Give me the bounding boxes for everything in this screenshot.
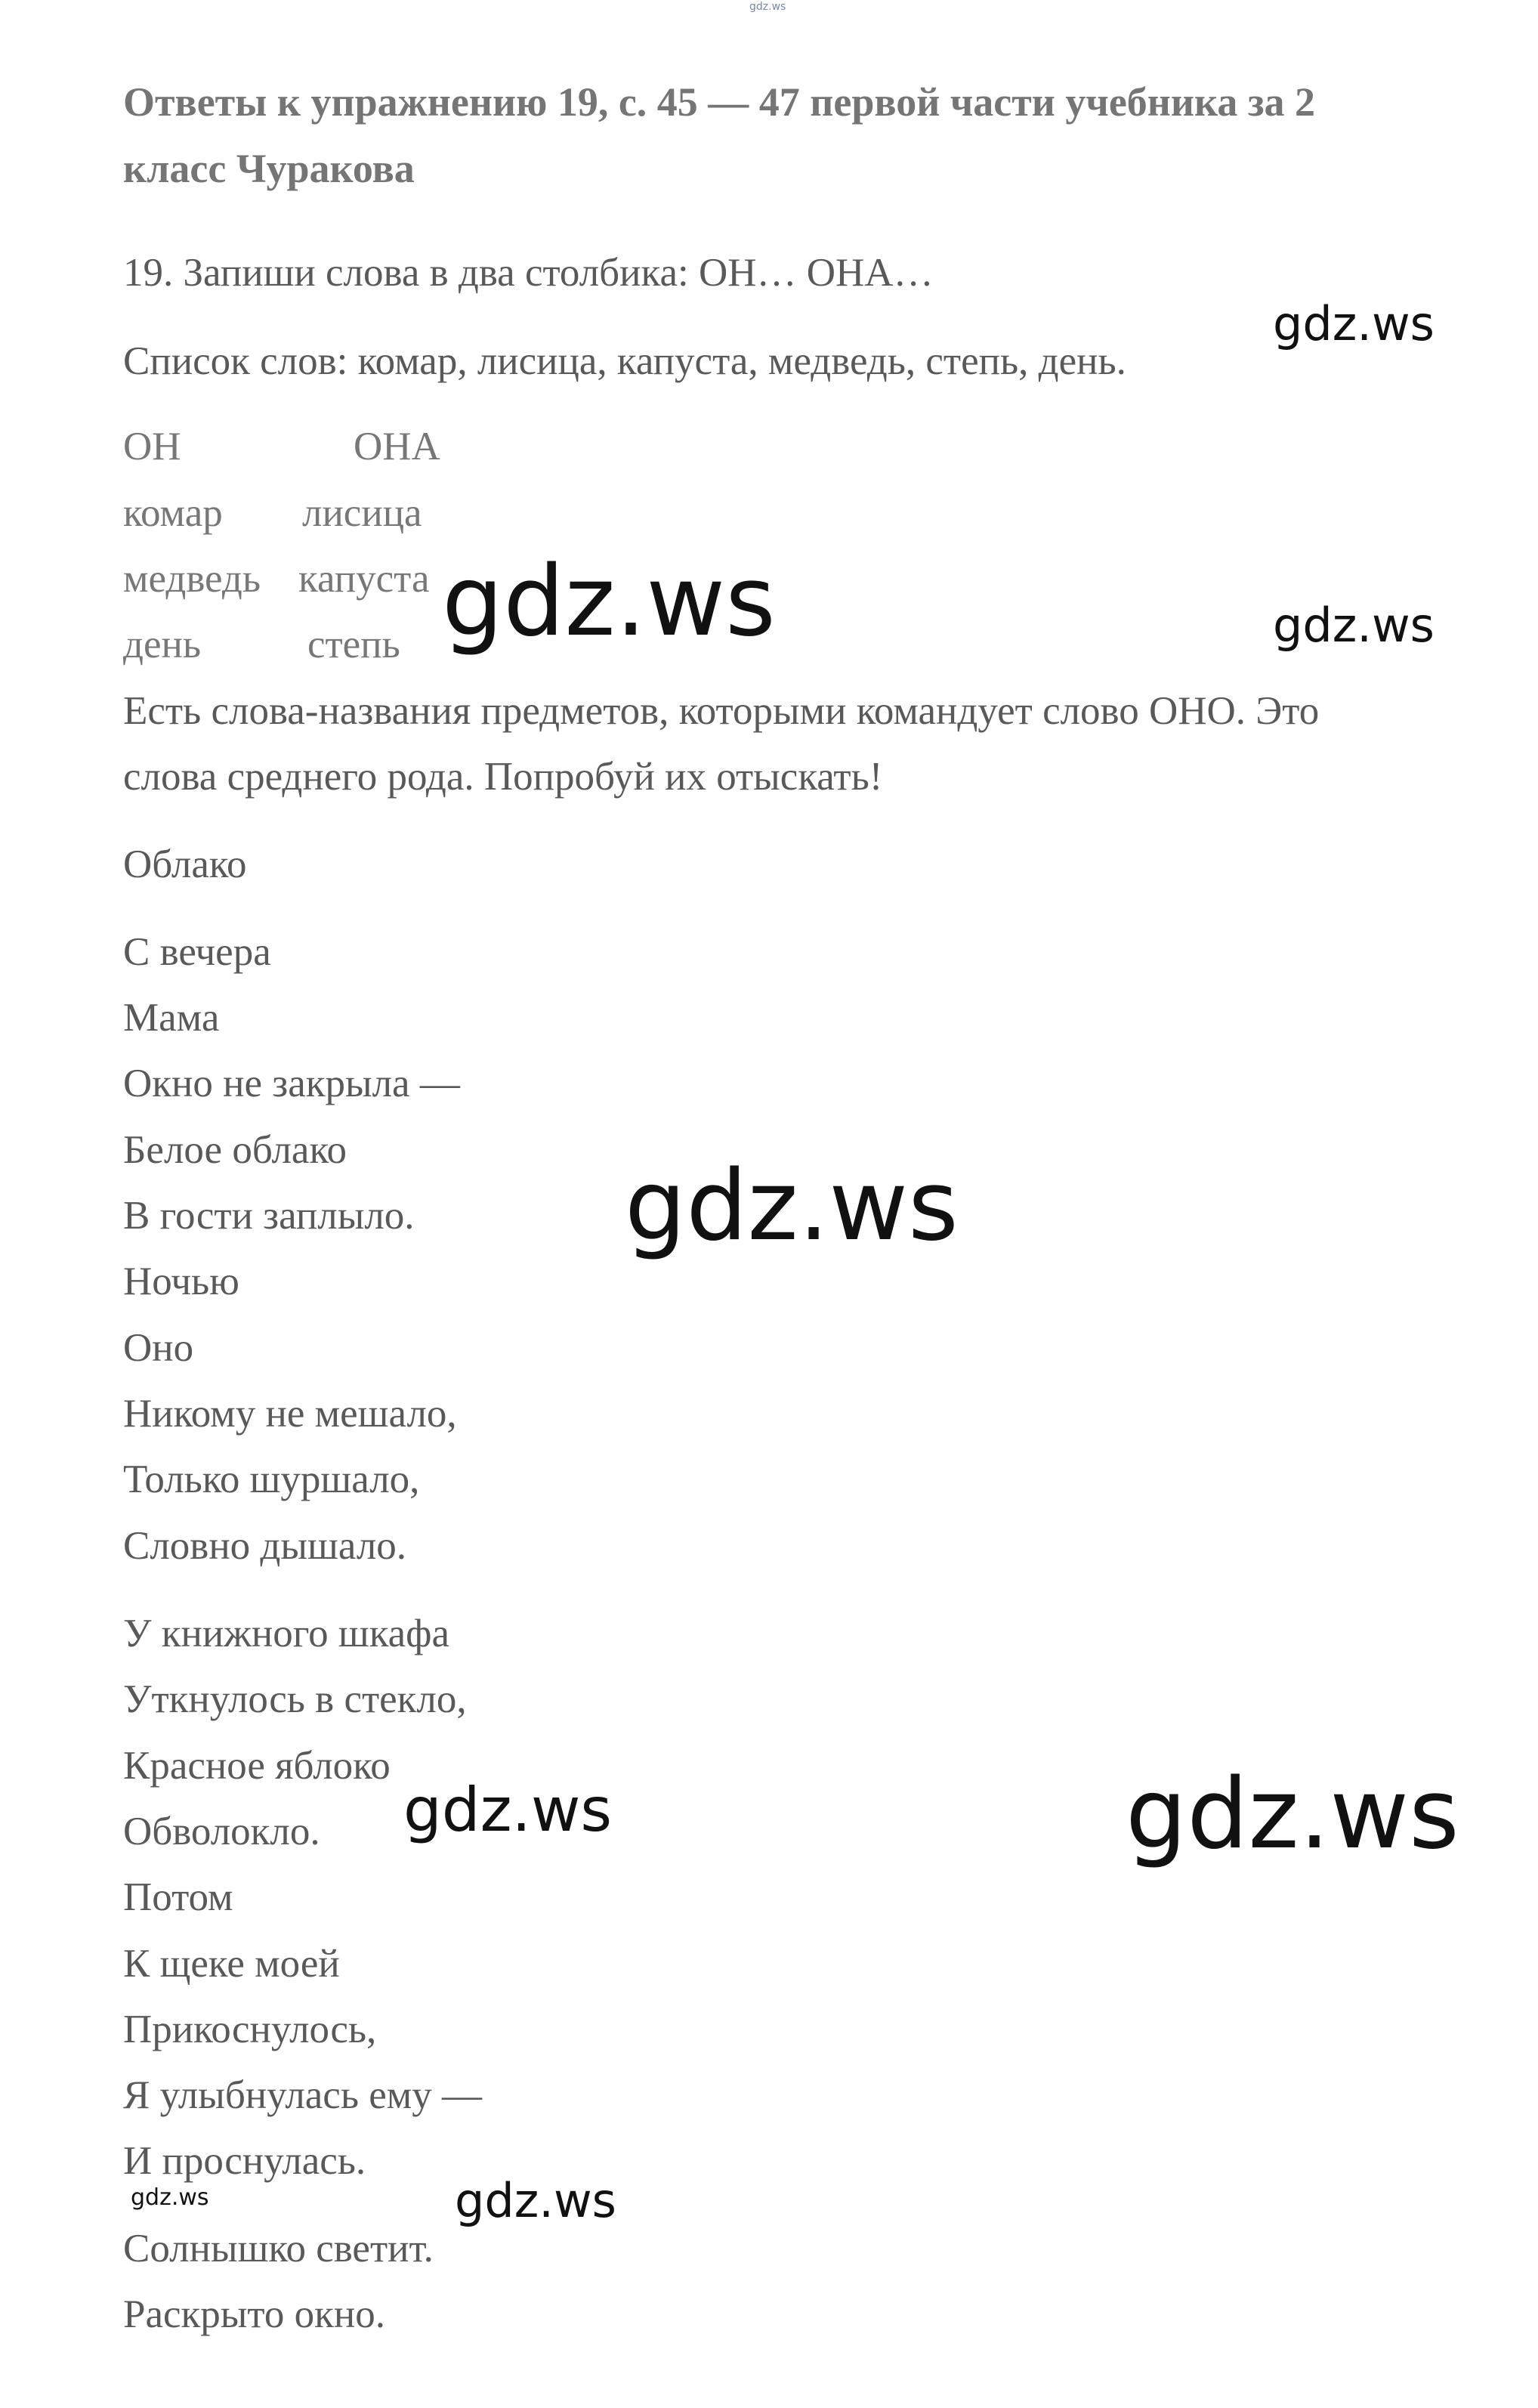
watermark: gdz.ws (1273, 296, 1435, 351)
poem-line: Только шуршало, (123, 1457, 420, 1501)
poem-line: Ночью (123, 1260, 239, 1303)
poem-line: Окно не закрыла — (123, 1062, 460, 1105)
watermark: gdz.ws (455, 2173, 616, 2228)
poem-line: Солнышко светит. (123, 2227, 434, 2270)
word-list: Список слов: комар, лисица, капуста, медведь, степь, день. (123, 339, 1126, 383)
watermark: gdz.ws (625, 1150, 959, 1263)
poem-line: Я улыбнулась ему — (123, 2073, 483, 2117)
watermark: gdz.ws (131, 2184, 209, 2211)
poem-line: Уткнулось в стекло, (123, 1677, 467, 1721)
poem-line: Раскрыто окно. (123, 2292, 385, 2336)
column-header-on: ОН (123, 425, 181, 468)
poem-line: У книжного шкафа (123, 1612, 450, 1655)
poem-line: Мама (123, 996, 220, 1040)
poem-line: Обволокло. (123, 1810, 320, 1853)
watermark-top: gdz.ws (749, 1, 786, 13)
table-cell: лисица (302, 491, 422, 535)
poem-line: Словно дышало. (123, 1524, 407, 1568)
table-cell: капуста (298, 557, 430, 601)
page-title-line-2: класс Чуракова (123, 146, 415, 191)
watermark: gdz.ws (1126, 1758, 1459, 1871)
poem-line: Потом (123, 1875, 233, 1919)
poem-line: Прикоснулось, (123, 2008, 377, 2051)
poem-line: И проснулась. (123, 2139, 366, 2183)
table-cell: комар (123, 491, 223, 535)
poem-line: Никому не мешало, (123, 1392, 457, 1436)
watermark: gdz.ws (442, 546, 776, 658)
poem-line: С вечера (123, 930, 271, 974)
table-cell: медведь (123, 557, 261, 601)
watermark: gdz.ws (403, 1775, 613, 1845)
watermark: gdz.ws (1273, 598, 1435, 653)
page-title-line-1: Ответы к упражнению 19, с. 45 — 47 первой части учебника за 2 (123, 79, 1316, 125)
poem-line: Белое облако (123, 1128, 347, 1172)
table-cell: степь (307, 623, 400, 666)
paragraph-line-2: слова среднего рода. Попробуй их отыскать! (123, 755, 883, 799)
poem-title: Облако (123, 842, 247, 886)
task-prompt: 19. Запиши слова в два столбика: ОН… ОНА… (123, 251, 934, 295)
poem-line: К щеке моей (123, 1942, 340, 1986)
table-cell: день (123, 623, 202, 666)
poem-line: Красное яблоко (123, 1744, 391, 1788)
paragraph-line-1: Есть слова-названия предметов, которыми командует слово ОНО. Это (123, 689, 1320, 733)
column-header-ona: ОНА (354, 425, 440, 468)
poem-line: В гости заплыло. (123, 1194, 415, 1238)
poem-line: Оно (123, 1326, 194, 1370)
